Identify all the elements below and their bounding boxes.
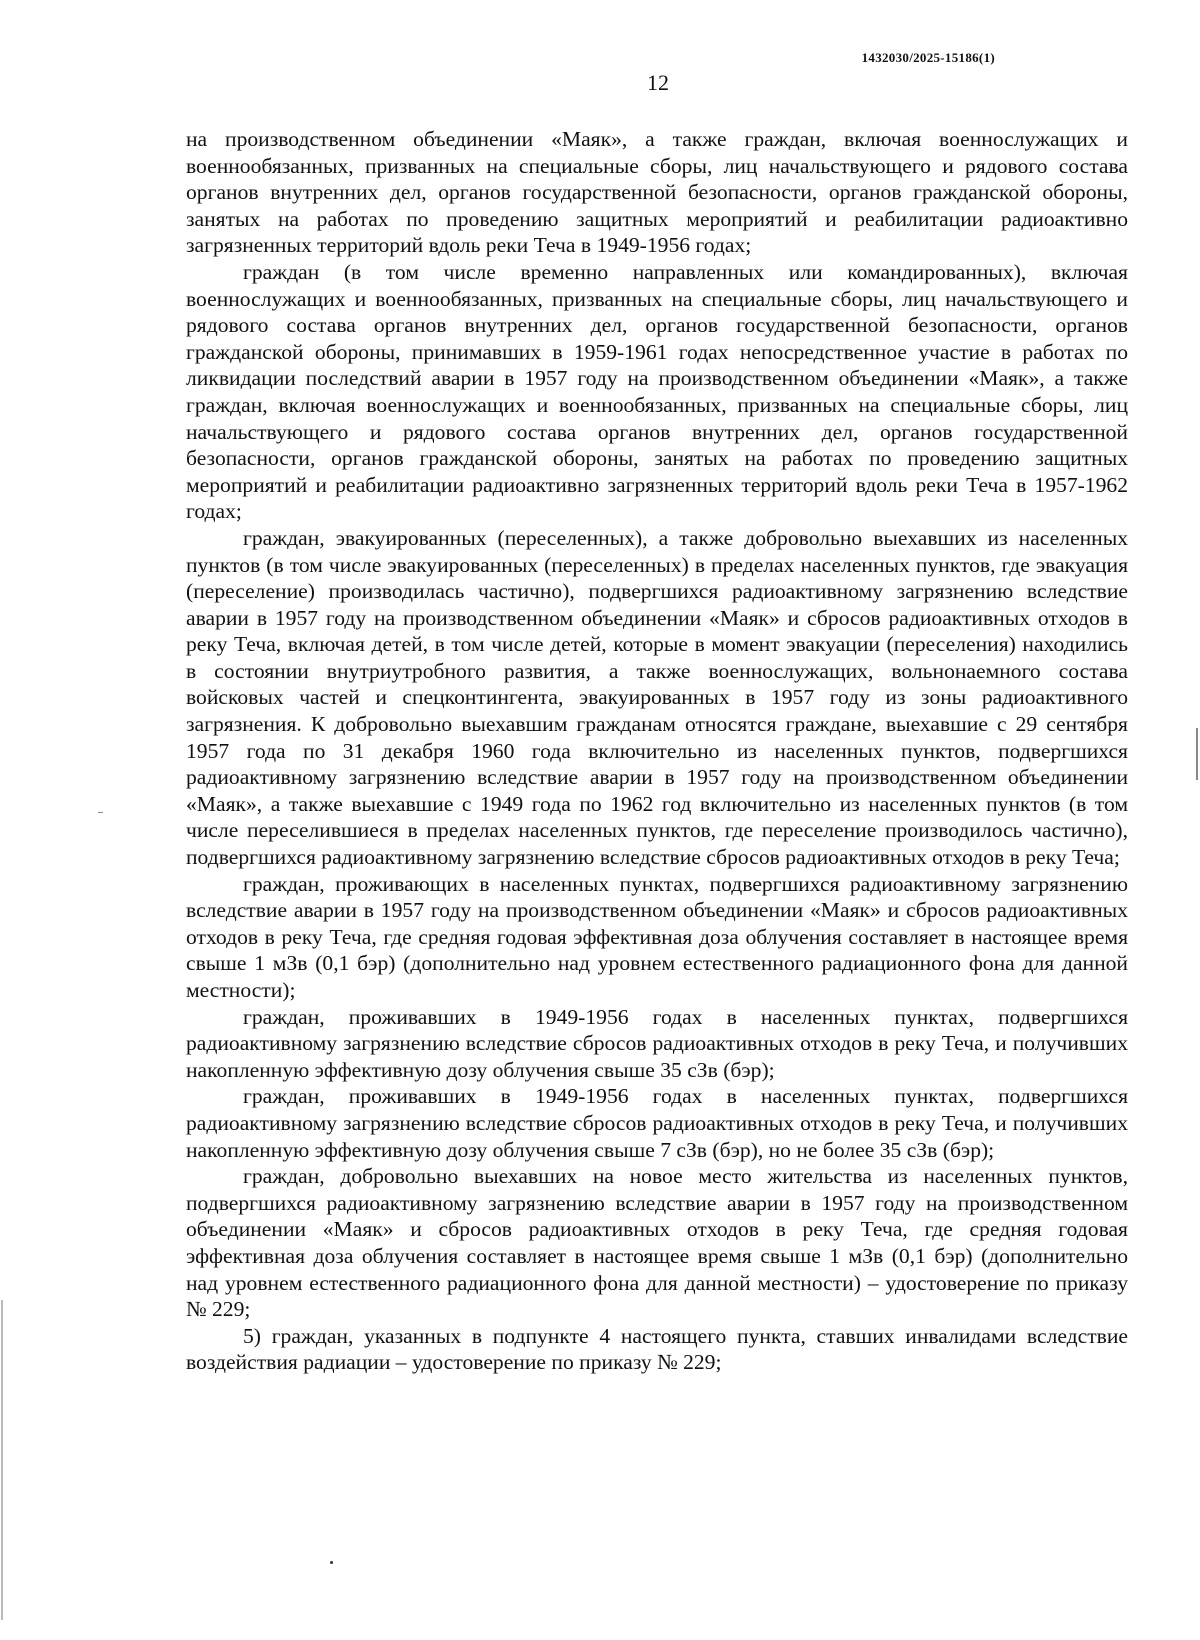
paragraph: граждан, проживавших в 1949-1956 годах в населенных пунктах, подвергшихся радиоактивному загрязнению вследствие сбросов радиоактивных отходов в реку Теча, и получивших накопленную эффективную дозу облучения свыше 7 сЗв (бэр), но не более 35 сЗв (бэр); [186, 1084, 1128, 1162]
scan-artifact-mark [1196, 728, 1198, 780]
document-body [186, 126, 1128, 1376]
paragraph: граждан, добровольно выехавших на новое место жительства из населенных пунктов, подвергшихся радиоактивному загрязнению вследствие аварии в 1957 году на производственном объединении «Маяк» и сбросов радиоактивных отходов в реку Теча, где средняя годовая эффективная доза облучения составляет в настоящее время свыше 1 мЗв (0,1 бэр) (дополнительно над уровнем естественного радиационного фона для данной местности) – удостоверение по приказу № 229; [186, 1164, 1128, 1322]
paragraph: на производственном объединении «Маяк», а также граждан, включая военнослужащих и военнообязанных, призванных на специальные сборы, лиц начальствующего и рядового состава органов внутренних дел, органов государственной безопасности, органов гражданской обороны, занятых на работах по проведению защитных мероприятий и реабилитации радиоактивно загрязненных территорий вдоль реки Теча в 1949-1956 годах; [186, 127, 1128, 258]
page-number: 12 [647, 70, 669, 95]
document-id: 1432030/2025-15186(1) [861, 50, 995, 65]
paragraph: граждан, эвакуированных (переселенных), а также добровольно выехавших из населенных пунктов (в том числе эвакуированных (переселенных) в пределах населенных пунктов, где эвакуация (переселение) производилась частично), подвергшихся радиоактивному загрязнению вследствие аварии в 1957 году на производственном объединении «Маяк» и сбросов радиоактивных отходов в реку Теча, включая детей, в том числе детей, которые в момент эвакуации (переселения) находились в состоянии внутриутробного развития, а также военнослужащих, вольнонаемного состава войсковых частей и спецконтингента, эвакуированных в 1957 году из зоны радиоактивного загрязнения. К добровольно выехавшим гражданам относятся граждане, выехавшие с 29 сентября 1957 года по 31 декабря 1960 года включительно из населенных пунктов, подвергшихся радиоактивному загрязнению вследствие аварии в 1957 году на производственном объединении «Маяк», а также выехавшие с 1949 года по 1962 год включительно из населенных пунктов (в том числе переселившиеся в пределах населенных пунктов, где переселение производилось частично), подвергшихся радиоактивному загрязнению вследствие сбросов радиоактивных отходов в реку Теча; [186, 525, 1128, 870]
scan-artifact-mark [98, 812, 103, 813]
scan-artifact-mark [1, 1300, 3, 1620]
scan-artifact-dot [330, 1561, 333, 1564]
paragraph: граждан, проживавших в 1949-1956 годах в населенных пунктах, подвергшихся радиоактивному загрязнению вследствие сбросов радиоактивных отходов в реку Теча, и получивших накопленную эффективную дозу облучения свыше 35 сЗв (бэр); [186, 1004, 1128, 1082]
paragraph: 5) граждан, указанных в подпункте 4 настоящего пункта, ставших инвалидами вследствие воздействия радиации – удостоверение по приказу № 229; [186, 1323, 1128, 1375]
paragraph: граждан, проживающих в населенных пунктах, подвергшихся радиоактивному загрязнению вследствие аварии в 1957 году на производственном объединении «Маяк» и сбросов радиоактивных отходов в реку Теча, где средняя годовая эффективная доза облучения составляет в настоящее время свыше 1 мЗв (0,1 бэр) (дополнительно над уровнем естественного радиационного фона для данной местности); [186, 871, 1128, 1002]
paragraph: граждан (в том числе временно направленных или командированных), включая военнослужащих и военнообязанных, призванных на специальные сборы, лиц начальствующего и рядового состава органов внутренних дел, органов государственной безопасности, органов гражданской обороны, принимавших в 1959-1961 годах непосредственное участие в работах по ликвидации последствий аварии в 1957 году на производственном объединении «Маяк», а также граждан, включая военнослужащих и военнообязанных, призванных на специальные сборы, лиц начальствующего и рядового состава органов внутренних дел, органов государственной безопасности, органов гражданской обороны, занятых на работах по проведению защитных мероприятий и реабилитации радиоактивно загрязненных территорий вдоль реки Теча в 1957-1962 годах; [186, 259, 1128, 524]
